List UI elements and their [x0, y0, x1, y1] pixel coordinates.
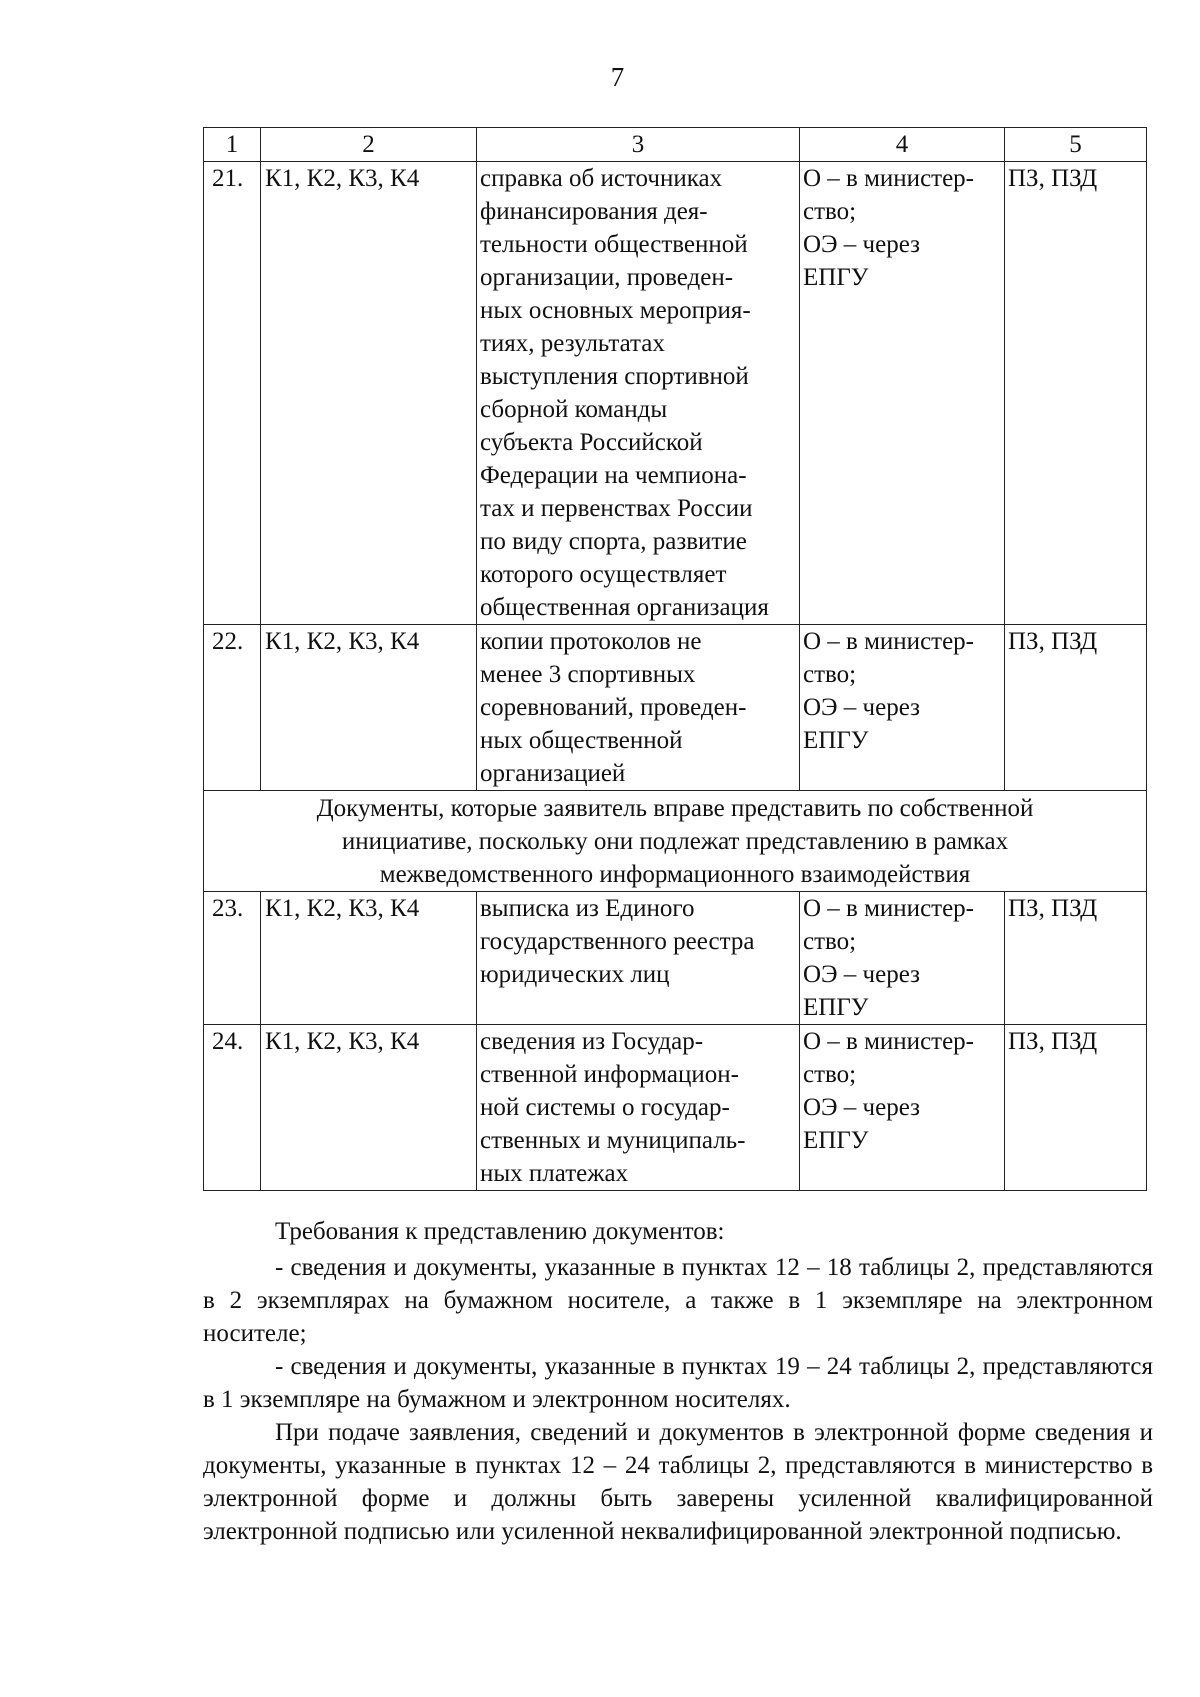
document-description: копии протоколов не менее 3 спортивных соревнований, проведен- ных общественной организацией — [477, 625, 800, 791]
row-number: 21. — [204, 162, 261, 625]
category-codes: К1, К2, К3, К4 — [261, 1025, 477, 1191]
table-section-row — [204, 791, 1147, 892]
document-description: выписка из Единого государственного реестра юридических лиц — [477, 892, 800, 1025]
document-description: сведения из Государ- ственной информацион- ной системы о государ- ственных и муниципаль- ных платежах — [477, 1025, 800, 1191]
row-number: 22. — [204, 625, 261, 791]
column-number-2: 2 — [261, 128, 477, 162]
column-number-4: 4 — [800, 128, 1005, 162]
document-description: справка об источниках финансирования дея- тельности общественной организации, проведен- ных основных мероприя- тиях, результатах выступления спортивной сборной команды субъекта Российской Федерации на чемпиона- тах и первенствах России по виду спорта, развитие которого осуществляет общественная организация — [477, 162, 800, 625]
table-row-24 — [204, 1025, 1147, 1191]
row-number: 23. — [204, 892, 261, 1025]
page-number: 7 — [610, 62, 625, 92]
requirements-heading: Требования к представлению документов: — [275, 1218, 725, 1245]
table-header-row — [204, 128, 1147, 162]
document-form: ПЗ, ПЗД — [1005, 162, 1147, 625]
category-codes: К1, К2, К3, К4 — [261, 625, 477, 791]
submission-method: О – в министер- ство; ОЭ – через ЕПГУ — [800, 892, 1005, 1025]
document-form: ПЗ, ПЗД — [1005, 892, 1147, 1025]
category-codes: К1, К2, К3, К4 — [261, 162, 477, 625]
column-number-3: 3 — [477, 128, 800, 162]
document-form: ПЗ, ПЗД — [1005, 625, 1147, 791]
requirements-item-1: - сведения и документы, указанные в пунктах 12 – 18 таблицы 2, представляются в 2 экземплярах на бумажном носителе, а также в 1 экземпляре на электронном носителе; — [203, 1254, 1153, 1347]
column-number-5: 5 — [1005, 128, 1147, 162]
table-row-21 — [204, 162, 1147, 625]
requirements-item-2: - сведения и документы, указанные в пунктах 19 – 24 таблицы 2, представляются в 1 экземпляре на бумажном и электронном носителях. — [203, 1353, 1153, 1413]
documents-table — [203, 127, 1147, 1191]
submission-method: О – в министер- ство; ОЭ – через ЕПГУ — [800, 162, 1005, 625]
column-number-1: 1 — [204, 128, 261, 162]
row-number: 24. — [204, 1025, 261, 1191]
category-codes: К1, К2, К3, К4 — [261, 892, 477, 1025]
section-title: Документы, которые заявитель вправе представить по собственной инициативе, поскольку они подлежат представлению в рамках межведомственного информационного взаимодействия — [204, 791, 1147, 892]
document-form: ПЗ, ПЗД — [1005, 1025, 1147, 1191]
submission-method: О – в министер- ство; ОЭ – через ЕПГУ — [800, 625, 1005, 791]
table-row-22 — [204, 625, 1147, 791]
electronic-submission-paragraph: При подаче заявления, сведений и документов в электронной форме сведения и документы, указанные в пунктах 12 – 24 таблицы 2, представляются в министерство в электронной форме и должны быть заверены усиленной квалифицированной электронной подписью или усиленной неквалифицированной электронной подписью. — [203, 1419, 1153, 1545]
submission-method: О – в министер- ство; ОЭ – через ЕПГУ — [800, 1025, 1005, 1191]
table-row-23 — [204, 892, 1147, 1025]
